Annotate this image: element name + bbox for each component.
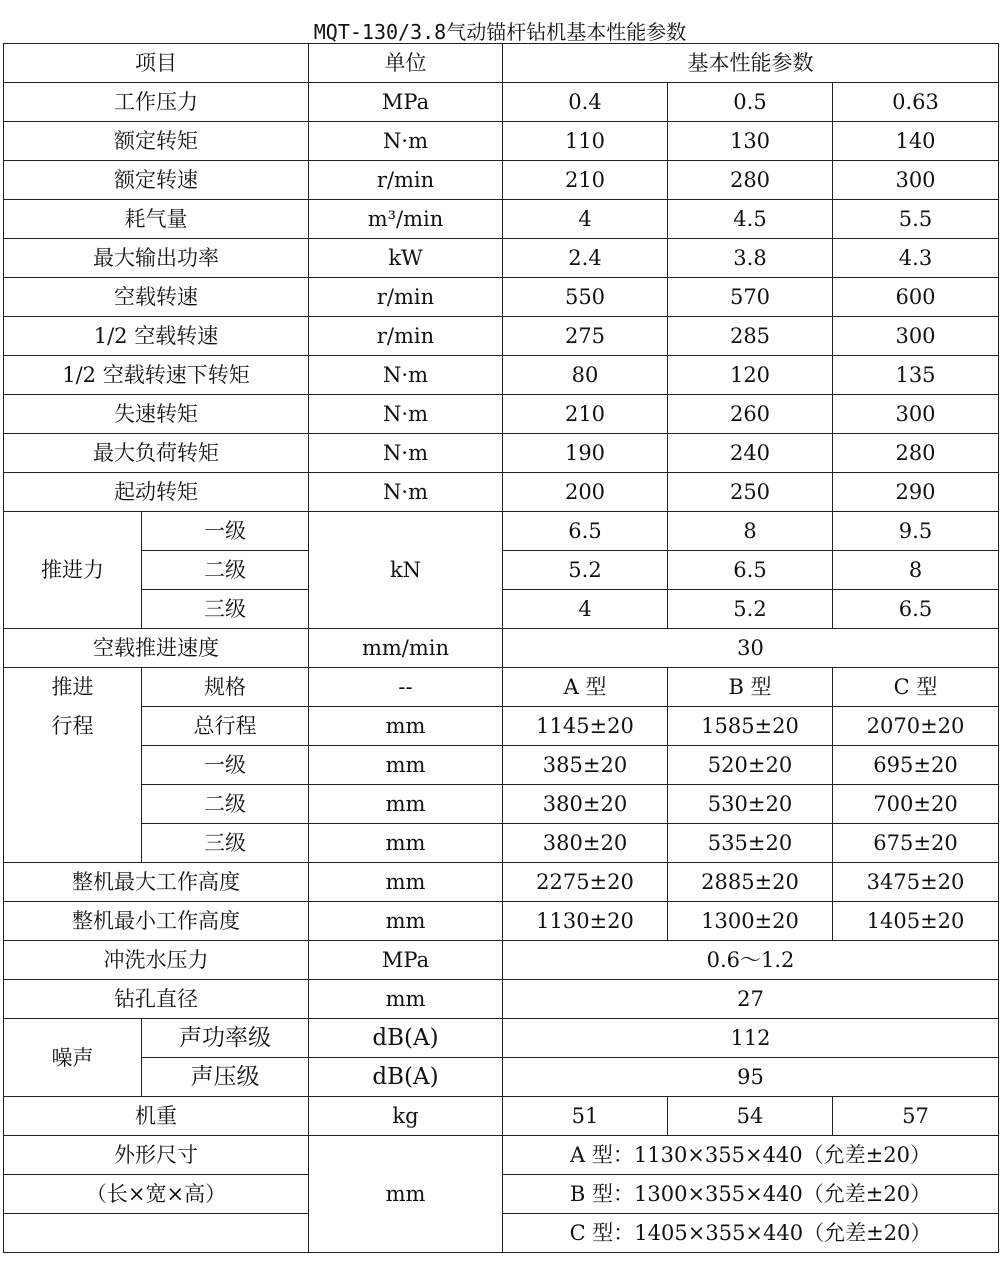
value-cell: 0.6～1.2 bbox=[503, 941, 999, 980]
value-cell: 300 bbox=[833, 317, 999, 356]
thrust-level-name: 三级 bbox=[142, 590, 309, 629]
value-cell: 200 bbox=[503, 473, 668, 512]
empty-cell bbox=[4, 824, 142, 863]
table-row-stroke-2 bbox=[4, 785, 999, 824]
row-label: 规格 bbox=[142, 668, 309, 707]
performance-table bbox=[3, 43, 999, 1253]
table-row-stroke-3 bbox=[4, 824, 999, 863]
table-row bbox=[4, 161, 999, 200]
table-row-weight bbox=[4, 1097, 999, 1136]
unit-cell: dB(A) bbox=[309, 1019, 503, 1058]
row-label: 额定转速 bbox=[4, 161, 309, 200]
value-cell: 530±20 bbox=[668, 785, 833, 824]
unit-cell: mm bbox=[309, 824, 503, 863]
value-cell: 290 bbox=[833, 473, 999, 512]
value-cell: 210 bbox=[503, 395, 668, 434]
thrust-level-name: 一级 bbox=[142, 512, 309, 551]
value-cell: 2.4 bbox=[503, 239, 668, 278]
value-cell: 1300±20 bbox=[668, 902, 833, 941]
row-label: 一级 bbox=[142, 746, 309, 785]
value-cell: 210 bbox=[503, 161, 668, 200]
value-cell: 8 bbox=[668, 512, 833, 551]
table-row bbox=[4, 278, 999, 317]
value-cell: 9.5 bbox=[833, 512, 999, 551]
unit-cell: r/min bbox=[309, 317, 503, 356]
table-row bbox=[4, 434, 999, 473]
value-cell: 600 bbox=[833, 278, 999, 317]
table-row-min-height bbox=[4, 902, 999, 941]
unit-cell: kW bbox=[309, 239, 503, 278]
header-item: 项目 bbox=[4, 44, 309, 83]
value-cell: 80 bbox=[503, 356, 668, 395]
table-row-noise-power bbox=[4, 1019, 999, 1058]
value-cell: 4 bbox=[503, 200, 668, 239]
value-cell: 535±20 bbox=[668, 824, 833, 863]
table-row-stroke-1 bbox=[4, 746, 999, 785]
value-cell: B 型 bbox=[668, 668, 833, 707]
table-row-max-height bbox=[4, 863, 999, 902]
value-cell: 4 bbox=[503, 590, 668, 629]
value-cell: 695±20 bbox=[833, 746, 999, 785]
row-label: 声功率级 bbox=[142, 1019, 309, 1058]
row-label: 最大负荷转矩 bbox=[4, 434, 309, 473]
value-cell: 280 bbox=[668, 161, 833, 200]
value-cell: 1145±20 bbox=[503, 707, 668, 746]
unit-cell: mm/min bbox=[309, 629, 503, 668]
row-label: 冲洗水压力 bbox=[4, 941, 309, 980]
header-unit: 单位 bbox=[309, 44, 503, 83]
unit-cell: m³/min bbox=[309, 200, 503, 239]
value-cell: 3.8 bbox=[668, 239, 833, 278]
row-label: 钻孔直径 bbox=[4, 980, 309, 1019]
table-row bbox=[4, 317, 999, 356]
unit-cell: dB(A) bbox=[309, 1058, 503, 1097]
value-cell: 6.5 bbox=[503, 512, 668, 551]
unit-cell: r/min bbox=[309, 161, 503, 200]
table-row-dimensions-a bbox=[4, 1136, 999, 1175]
table-header-row bbox=[4, 44, 999, 83]
unit-cell: mm bbox=[309, 902, 503, 941]
value-cell: 4.5 bbox=[668, 200, 833, 239]
unit-cell: mm bbox=[309, 707, 503, 746]
value-cell: 57 bbox=[833, 1097, 999, 1136]
value-cell: 4.3 bbox=[833, 239, 999, 278]
unit-cell: N·m bbox=[309, 473, 503, 512]
value-cell: 6.5 bbox=[668, 551, 833, 590]
row-label: 三级 bbox=[142, 824, 309, 863]
header-params: 基本性能参数 bbox=[503, 44, 999, 83]
value-cell: 54 bbox=[668, 1097, 833, 1136]
table-row bbox=[4, 356, 999, 395]
table-row-noise-pressure bbox=[4, 1058, 999, 1097]
table-row-thrust-1 bbox=[4, 512, 999, 551]
value-cell: 240 bbox=[668, 434, 833, 473]
unit-cell: -- bbox=[309, 668, 503, 707]
row-label: 声压级 bbox=[142, 1058, 309, 1097]
row-label: 起动转矩 bbox=[4, 473, 309, 512]
value-cell: 30 bbox=[503, 629, 999, 668]
row-label: 工作压力 bbox=[4, 83, 309, 122]
value-cell: 380±20 bbox=[503, 785, 668, 824]
value-cell: 385±20 bbox=[503, 746, 668, 785]
row-label: 总行程 bbox=[142, 707, 309, 746]
value-cell: 0.5 bbox=[668, 83, 833, 122]
document-title: MQT-130/3.8气动锚杆钻机基本性能参数 bbox=[313, 20, 687, 44]
unit-cell: r/min bbox=[309, 278, 503, 317]
value-cell: 0.4 bbox=[503, 83, 668, 122]
row-label: 机重 bbox=[4, 1097, 309, 1136]
value-cell: 675±20 bbox=[833, 824, 999, 863]
value-cell: 140 bbox=[833, 122, 999, 161]
value-cell: 2275±20 bbox=[503, 863, 668, 902]
row-label: 失速转矩 bbox=[4, 395, 309, 434]
value-cell: 260 bbox=[668, 395, 833, 434]
value-cell: 700±20 bbox=[833, 785, 999, 824]
value-cell: 2885±20 bbox=[668, 863, 833, 902]
unit-cell: mm bbox=[309, 746, 503, 785]
row-label: 额定转矩 bbox=[4, 122, 309, 161]
row-label: 整机最小工作高度 bbox=[4, 902, 309, 941]
value-cell: 5.2 bbox=[668, 590, 833, 629]
value-cell: 135 bbox=[833, 356, 999, 395]
value-cell: 1585±20 bbox=[668, 707, 833, 746]
unit-cell: N·m bbox=[309, 395, 503, 434]
value-cell: 51 bbox=[503, 1097, 668, 1136]
row-label: 耗气量 bbox=[4, 200, 309, 239]
unit-cell: kg bbox=[309, 1097, 503, 1136]
row-label: 最大输出功率 bbox=[4, 239, 309, 278]
table-row bbox=[4, 395, 999, 434]
value-cell: 6.5 bbox=[833, 590, 999, 629]
value-cell: 27 bbox=[503, 980, 999, 1019]
value-cell: 130 bbox=[668, 122, 833, 161]
value-cell: 275 bbox=[503, 317, 668, 356]
value-cell: 112 bbox=[503, 1019, 999, 1058]
value-cell: 300 bbox=[833, 161, 999, 200]
value-cell: 110 bbox=[503, 122, 668, 161]
row-label: 1/2 空载转速下转矩 bbox=[4, 356, 309, 395]
value-cell: C 型 bbox=[833, 668, 999, 707]
value-cell: 0.63 bbox=[833, 83, 999, 122]
stroke-label-line2: 行程 bbox=[4, 707, 142, 746]
table-row bbox=[4, 239, 999, 278]
unit-cell: MPa bbox=[309, 941, 503, 980]
table-row-stroke-total bbox=[4, 707, 999, 746]
thrust-label: 推进力 bbox=[4, 512, 142, 629]
table-row bbox=[4, 83, 999, 122]
unit-cell: mm bbox=[309, 785, 503, 824]
value-cell: 5.5 bbox=[833, 200, 999, 239]
value-cell: 3475±20 bbox=[833, 863, 999, 902]
row-label: 1/2 空载转速 bbox=[4, 317, 309, 356]
value-cell: 1405±20 bbox=[833, 902, 999, 941]
empty-cell bbox=[4, 746, 142, 785]
empty-cell bbox=[4, 785, 142, 824]
value-cell: 570 bbox=[668, 278, 833, 317]
value-cell: 520±20 bbox=[668, 746, 833, 785]
value-cell: B 型：1300×355×440（允差±20） bbox=[503, 1175, 999, 1214]
value-cell: 95 bbox=[503, 1058, 999, 1097]
dimensions-label-line2: （长×宽×高） bbox=[4, 1175, 309, 1214]
value-cell: 280 bbox=[833, 434, 999, 473]
value-cell: 285 bbox=[668, 317, 833, 356]
dimensions-label-line1: 外形尺寸 bbox=[4, 1136, 309, 1175]
value-cell: 190 bbox=[503, 434, 668, 473]
table-row-bore-diameter bbox=[4, 980, 999, 1019]
unit-cell: N·m bbox=[309, 356, 503, 395]
value-cell: A 型 bbox=[503, 668, 668, 707]
value-cell: 120 bbox=[668, 356, 833, 395]
table-row bbox=[4, 122, 999, 161]
value-cell: 550 bbox=[503, 278, 668, 317]
value-cell: A 型：1130×355×440（允差±20） bbox=[503, 1136, 999, 1175]
unit-cell: N·m bbox=[309, 434, 503, 473]
unit-cell: mm bbox=[309, 980, 503, 1019]
thrust-level-name: 二级 bbox=[142, 551, 309, 590]
table-row-flush-pressure bbox=[4, 941, 999, 980]
value-cell: 8 bbox=[833, 551, 999, 590]
stroke-label-line1: 推进 bbox=[4, 668, 142, 707]
unit-cell: N·m bbox=[309, 122, 503, 161]
table-row bbox=[4, 200, 999, 239]
table-row-noload-speed bbox=[4, 629, 999, 668]
empty-cell bbox=[4, 1214, 309, 1253]
row-label: 二级 bbox=[142, 785, 309, 824]
unit-cell: MPa bbox=[309, 83, 503, 122]
row-label: 空载推进速度 bbox=[4, 629, 309, 668]
unit-cell: mm bbox=[309, 1136, 503, 1253]
row-label: 整机最大工作高度 bbox=[4, 863, 309, 902]
noise-label: 噪声 bbox=[4, 1019, 142, 1097]
unit-cell: mm bbox=[309, 863, 503, 902]
row-label: 空载转速 bbox=[4, 278, 309, 317]
value-cell: 2070±20 bbox=[833, 707, 999, 746]
value-cell: 5.2 bbox=[503, 551, 668, 590]
table-row-stroke-spec bbox=[4, 668, 999, 707]
value-cell: 380±20 bbox=[503, 824, 668, 863]
value-cell: 300 bbox=[833, 395, 999, 434]
value-cell: C 型：1405×355×440（允差±20） bbox=[503, 1214, 999, 1253]
value-cell: 1130±20 bbox=[503, 902, 668, 941]
table-row bbox=[4, 473, 999, 512]
thrust-unit: kN bbox=[309, 512, 503, 629]
value-cell: 250 bbox=[668, 473, 833, 512]
